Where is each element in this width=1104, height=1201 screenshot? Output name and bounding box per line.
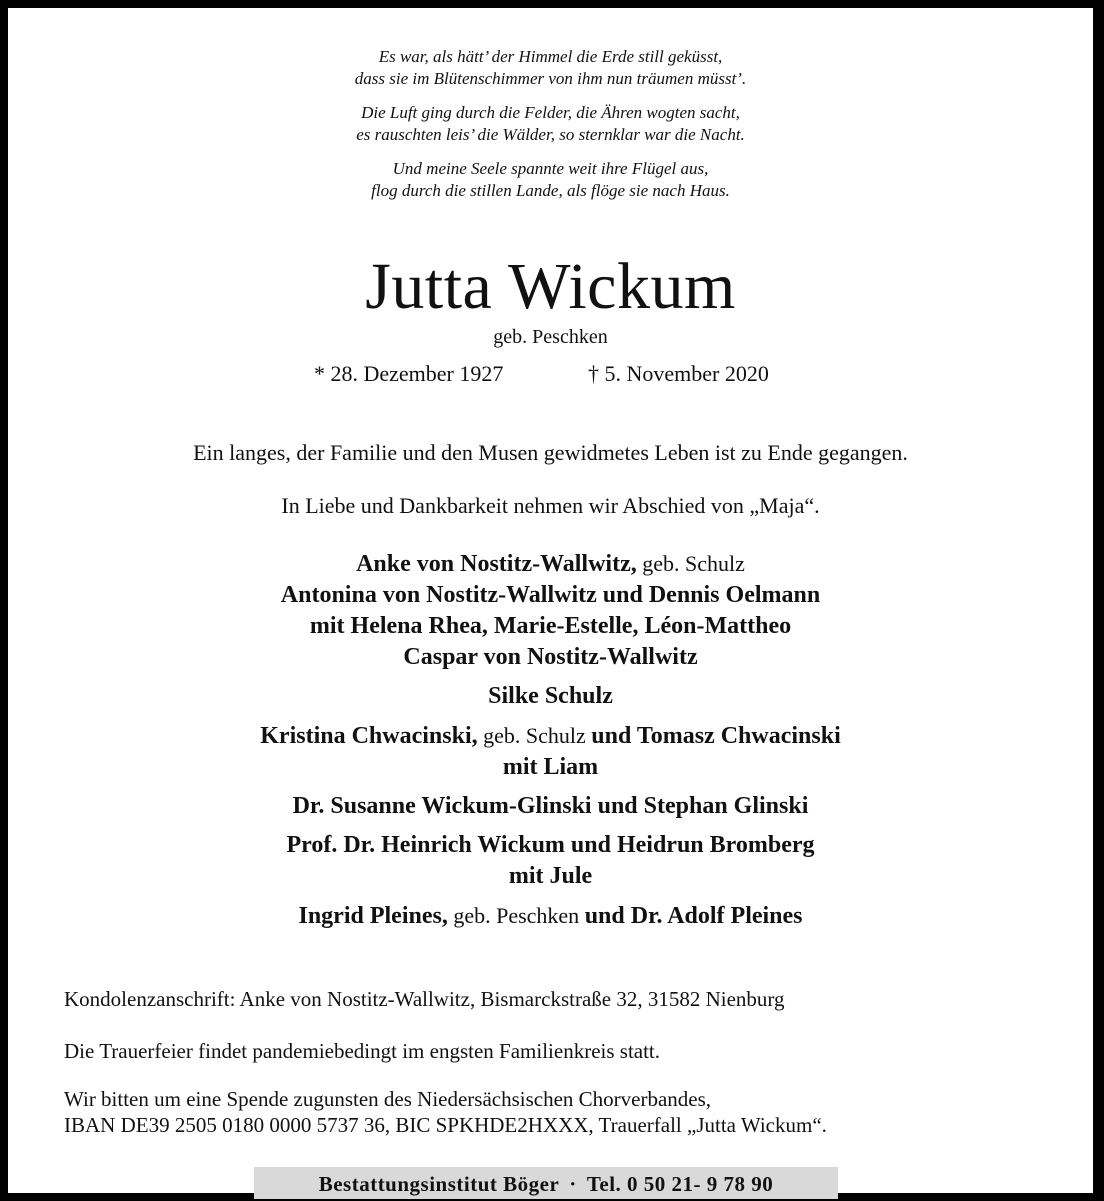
farewell-sentence: In Liebe und Dankbarkeit nehmen wir Abschied von „Maja“.: [281, 493, 820, 518]
poem-stanza: [8, 102, 1093, 146]
mourner-text: Dr. Susanne Wickum-Glinski und Stephan Glinski: [292, 793, 809, 819]
life-sentence: Ein langes, der Familie und den Musen gewidmetes Leben ist zu Ende gegangen.: [193, 440, 908, 465]
obituary-notice: [8, 8, 1093, 1196]
mourner-line: [8, 580, 1093, 611]
mourners-list: [8, 548, 1093, 940]
mourner-text: geb. Schulz: [477, 723, 592, 748]
donation-bank-line: IBAN DE39 2505 0180 0000 5737 36, BIC SPKHDE2HXXX, Trauerfall „Jutta Wickum“.: [64, 1113, 827, 1137]
poem-stanza: [8, 46, 1093, 90]
mourner-line: [8, 611, 1093, 642]
mourner-text: mit Jule: [508, 863, 593, 889]
mourner-text: geb. Schulz: [636, 551, 745, 576]
mourner-line: [8, 791, 1093, 822]
mourner-text: Prof. Dr. Heinrich Wickum und Heidrun Bromberg: [286, 832, 815, 858]
mourner-group: [8, 548, 1093, 673]
mourner-group: [8, 830, 1093, 892]
mourner-line: [8, 900, 1093, 932]
poem-stanza: [8, 158, 1093, 202]
mourner-line: [8, 720, 1093, 752]
deceased-name: Jutta Wickum: [365, 250, 736, 323]
poem: [8, 46, 1093, 214]
poem-line: Die Luft ging durch die Felder, die Ähren wogten sacht,: [361, 103, 740, 122]
mourner-text: geb. Peschken: [447, 903, 585, 928]
mourner-text: Ingrid Pleines,: [298, 903, 448, 929]
poem-line: flog durch die stillen Lande, als flöge sie nach Haus.: [371, 181, 730, 200]
mourner-line: [8, 830, 1093, 861]
funeral-home-bar: [254, 1167, 838, 1199]
birth-date: * 28. Dezember 1927: [314, 361, 504, 386]
poem-line: Und meine Seele spannte weit ihre Flügel aus,: [392, 159, 709, 178]
death-date: † 5. November 2020: [588, 361, 769, 386]
mourner-group: [8, 791, 1093, 822]
poem-line: dass sie im Blütenschimmer von ihm nun träumen müsst’.: [354, 69, 747, 88]
donation-line: Wir bitten um eine Spende zugunsten des Niedersächsischen Chorverbandes,: [64, 1087, 712, 1111]
funeral-home-name: Bestattungsinstitut Böger: [318, 1172, 560, 1196]
mourner-line: [8, 642, 1093, 673]
separator-dot: ·: [569, 1172, 577, 1196]
mourner-line: [8, 752, 1093, 783]
condolence-address: Kondolenzanschrift: Anke von Nostitz-Wallwitz, Bismarckstraße 32, 31582 Nienburg: [64, 987, 785, 1011]
mourner-text: mit Liam: [502, 754, 599, 780]
funeral-home-phone: Tel. 0 50 21- 9 78 90: [586, 1172, 774, 1196]
mourner-text: und Dr. Adolf Pleines: [584, 903, 803, 929]
mourner-text: mit Helena Rhea, Marie-Estelle, Léon-Mattheo: [309, 613, 792, 639]
mourner-group: [8, 720, 1093, 783]
mourner-text: Anke von Nostitz-Wallwitz,: [356, 551, 637, 577]
mourner-text: und Tomasz Chwacinski: [591, 723, 841, 749]
maiden-name: geb. Peschken: [493, 326, 608, 348]
poem-line: Es war, als hätt’ der Himmel die Erde still geküsst,: [378, 47, 723, 66]
mourner-line: [8, 681, 1093, 712]
ceremony-note: Die Trauerfeier findet pandemiebedingt im engsten Familienkreis statt.: [64, 1039, 661, 1063]
poem-line: es rauschten leis’ die Wälder, so sternklar war die Nacht.: [356, 125, 745, 144]
donation-note: [64, 1086, 827, 1138]
mourner-text: Antonina von Nostitz-Wallwitz und Dennis Oelmann: [280, 582, 821, 608]
mourner-line: [8, 861, 1093, 892]
mourner-text: Kristina Chwacinski,: [260, 723, 478, 749]
mourner-group: [8, 900, 1093, 932]
mourner-text: Silke Schulz: [488, 683, 613, 709]
mourner-line: [8, 548, 1093, 580]
mourner-text: Caspar von Nostitz-Wallwitz: [403, 644, 698, 670]
mourner-group: [8, 681, 1093, 712]
